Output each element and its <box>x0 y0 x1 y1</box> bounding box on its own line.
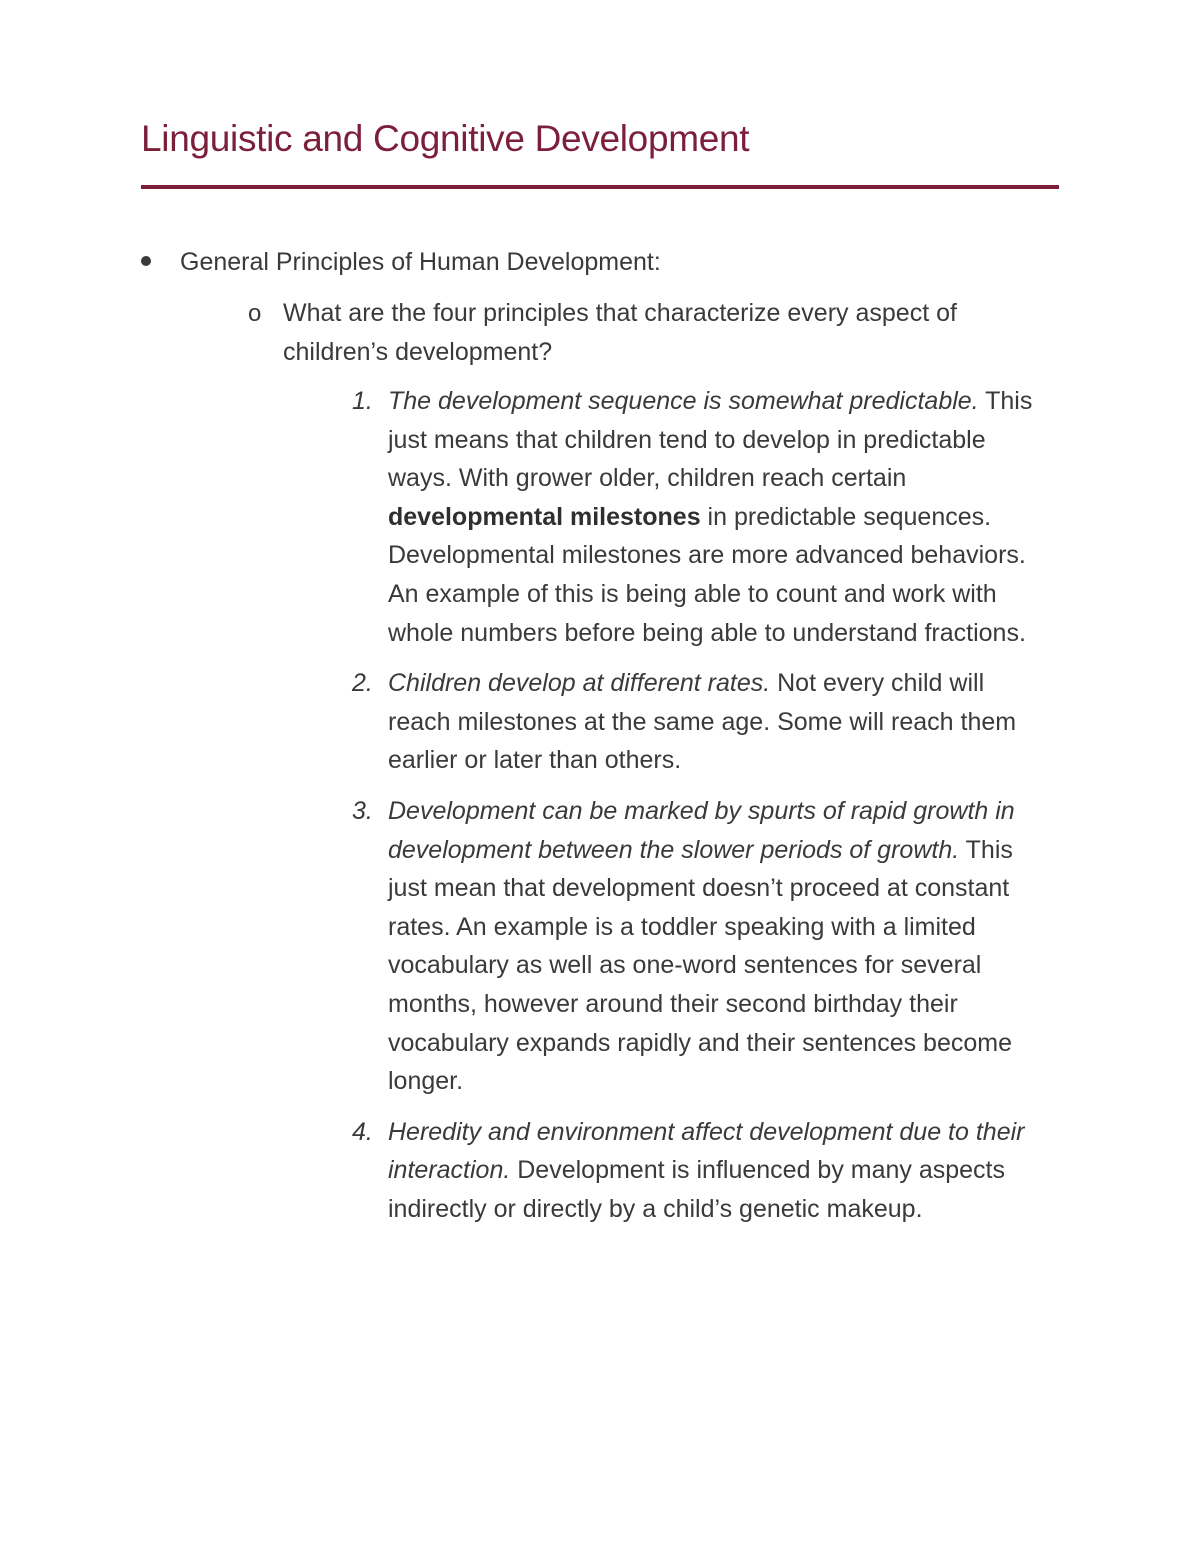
principle-body: Not every child will reach milestones at the same age. Some will reach them earlier or later than others. <box>388 669 1017 775</box>
list-number: 1. <box>352 387 373 415</box>
principle-body: This just means that children tend to develop in predictable ways. With grower older, children reach certain <box>388 387 1033 493</box>
list-item-principle-2 <box>352 664 1052 780</box>
sub-bullet-text: What are the four principles that characterize every aspect of children’s development? <box>283 299 957 366</box>
page-title: Linguistic and Cognitive Development <box>141 118 750 159</box>
list-number: 2. <box>352 669 373 698</box>
title-divider <box>141 185 1059 189</box>
sub-bullet-item <box>248 294 1048 372</box>
principle-title: Development can be marked by spurts of rapid growth in development between the slower periods of growth. <box>388 796 1015 864</box>
principle-title: Children develop at different rates. <box>388 669 771 698</box>
principle-body-continued: in predictable sequences. Developmental milestones are more advanced behaviors. An example of this is being able to count and work with whole numbers before being able to understand fractions. <box>388 502 1026 647</box>
list-item-principle-3 <box>352 792 1052 1101</box>
list-item-principle-4 <box>352 1113 1052 1229</box>
principle-body: Development is influenced by many aspects indirectly or directly by a child’s genetic makeup. <box>388 1156 1005 1223</box>
principle-title: The development sequence is somewhat predictable. <box>388 387 979 415</box>
bullet-text: General Principles of Human Development: <box>180 248 661 276</box>
bold-term: developmental milestones <box>388 502 701 531</box>
principles-list <box>352 382 1052 1240</box>
bullet-item <box>141 244 661 280</box>
principle-body: This just mean that development doesn’t proceed at constant rates. An example is a toddler speaking with a limited vocabulary as well as one-word sentences for several months, however around their second birthday their vocabulary expands rapidly and their sentences become longer. <box>388 835 1013 1096</box>
list-number: 3. <box>352 796 373 825</box>
list-number: 4. <box>352 1117 373 1146</box>
sub-bullet-marker: o <box>248 300 262 327</box>
principle-title: Heredity and environment affect development due to their interaction. <box>388 1117 1025 1185</box>
bullet-icon <box>141 256 151 266</box>
list-item-principle-1 <box>352 382 1052 652</box>
